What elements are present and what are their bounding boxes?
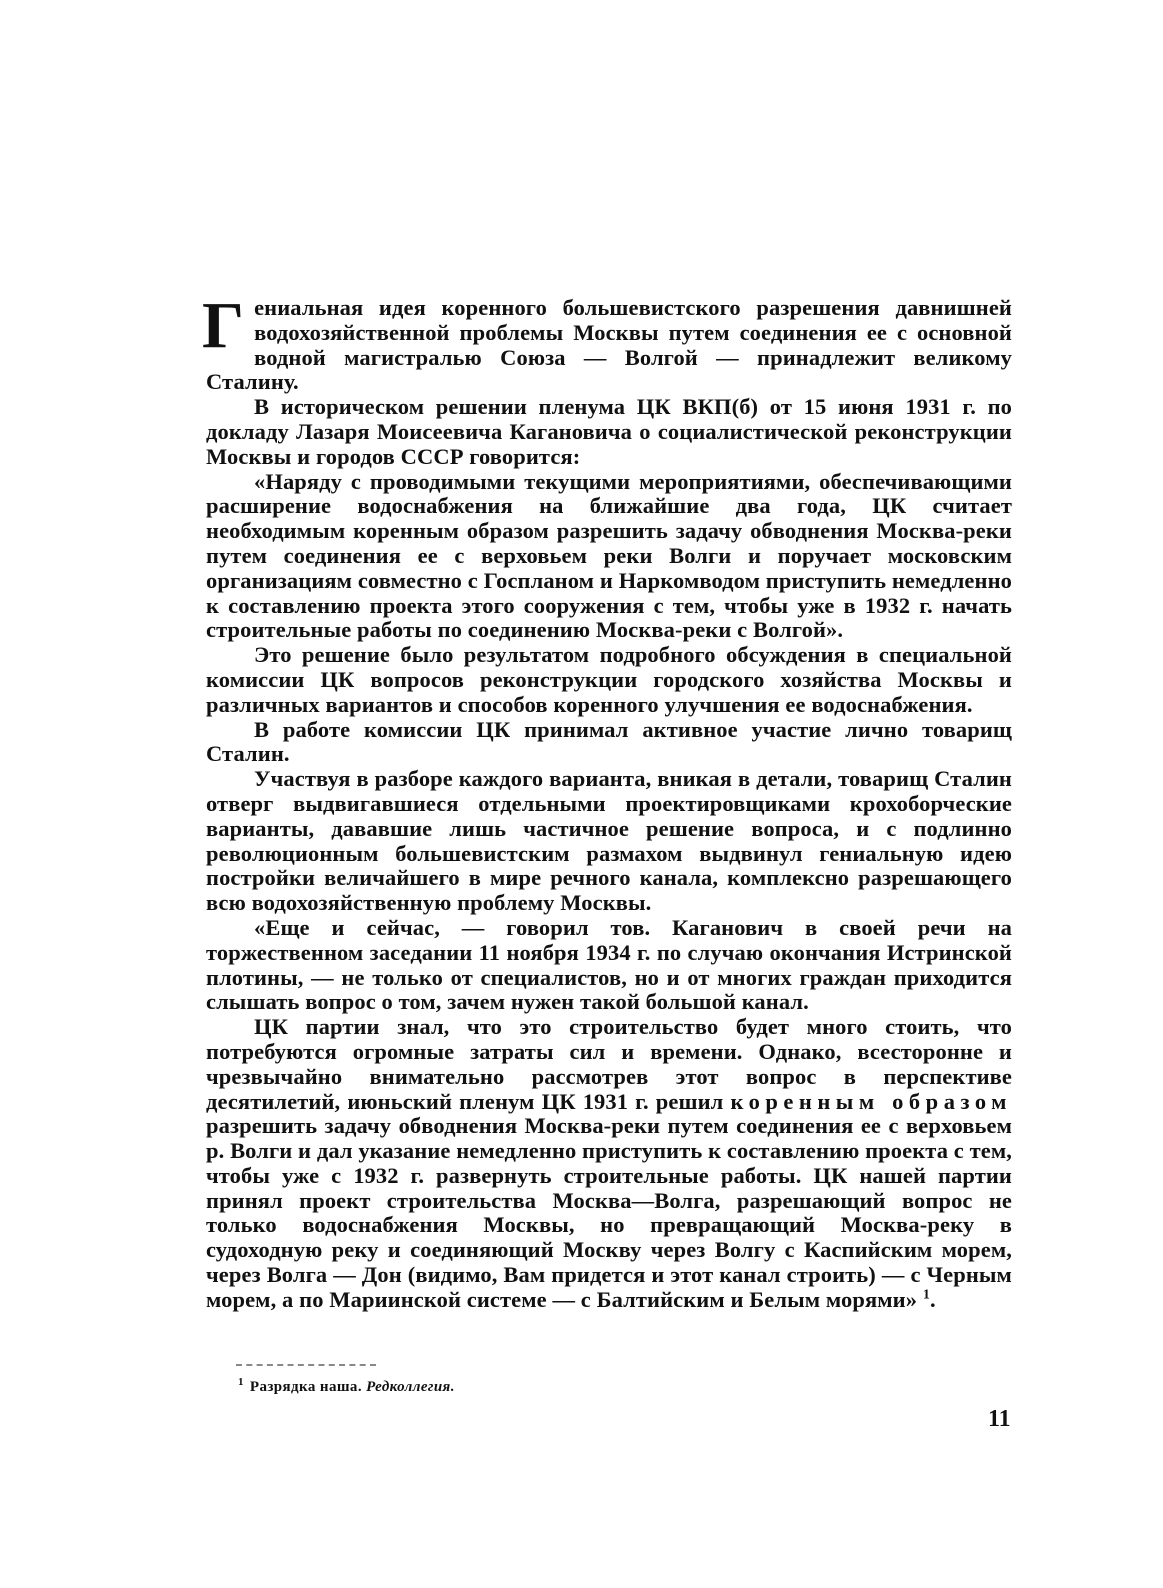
paragraph-7-quote: «Еще и сейчас, — говорил тов. Каганович в своей речи на торжественном заседании 11 ноября 1934 г. по случаю окончания Истринской плотины, — не только от специалистов, но и от многих граждан приходится слышать вопрос о том, зачем нужен такой большой канал.	[206, 914, 1012, 1015]
paragraph-4: Это решение было результатом подробного обсуждения в специальной комиссии ЦК вопросов реконструкции городского хозяйства Москвы и различных вариантов и способов коренного улучшения ее водоснабжения.	[206, 642, 1012, 717]
main-text	[202, 289, 1012, 1313]
spaced-emphasis: коренным образом	[730, 1088, 1012, 1114]
footnote-marker: 1	[238, 1376, 244, 1388]
drop-cap: Г	[202, 289, 245, 362]
paragraph-6: Участвуя в разборе каждого варианта, вникая в детали, товарищ Сталин отверг выдвигавшиеся отдельными проектировщиками крохоборческие варианты, дававшие лишь частичное решение вопроса, и с подлинно революционным большевистским размахом выдвинул гениальную идею постройки величайшего в мире речного канала, комплексно разрешающего всю водохозяйственную проблему Москвы.	[206, 766, 1012, 916]
footnote-separator	[236, 1364, 376, 1366]
paragraph-5: В работе комиссии ЦК принимал активное участие лично товарищ Сталин.	[206, 716, 1012, 767]
paragraph-2: В историческом решении пленума ЦК ВКП(б) от 15 июня 1931 г. по докладу Лазаря Моисеевича Кагановича о социалистической реконструкции Москвы и городов СССР говорится:	[206, 394, 1012, 469]
footnote-attribution: Редколлегия.	[366, 1379, 455, 1395]
paragraph-3-quote: «Наряду с проводимыми текущими мероприятиями, обеспечивающими расширение водоснабжения на ближайшие два года, ЦК считает необходимым коренным образом разрешить задачу обводнения Москва-реки путем соединения ее с верховьем реки Волги и поручает московским организациям совместно с Госпланом и Наркомводом приступить немедленно к составлению проекта этого сооружения с тем, чтобы уже в 1932 г. начать строительные работы по соединению Москва-реки с Волгой».	[206, 468, 1012, 643]
paragraph-8-part-2: разрешить задачу обводнения Москва-реки путем соединения ее с верховьем р. Волги и дал указание немедленно приступить к составлению проекта с тем, чтобы уже с 1932 г. развернуть строительные работы. ЦК нашей партии принял проект строительства Москва—Волга, разрешающий вопрос не только водоснабжения Москвы, но превращающий Москва-реку в судоходную реку и соединяющий Москву через Волгу с Каспийским морем, через Волга — Дон (видимо, Вам придется и этот канал строить) — с Черным морем, а по Мариинской системе — с Балтийским и Белым морями»	[206, 1113, 1012, 1312]
paragraph-8-end: .	[929, 1286, 936, 1312]
footnote	[238, 1376, 455, 1396]
paragraph-8-part-1: ЦК партии знал, что это строительство будет много стоить, что потребуются огромные затраты сил и времени. Однако, всесторонне и чрезвычайно внимательно рассмотрев этот вопрос в перспективе десятилетий, июньский пленум ЦК 1931 г. решил	[206, 1014, 1012, 1114]
paragraph-8	[206, 1015, 1012, 1313]
paragraph-1-text: ениальная идея коренного большевистского разрешения давнишней водохозяйственной проблемы Москвы путем соединения ее с основной водной магистралью Союза — Волгой — принадлежит великому Сталину.	[206, 295, 1012, 395]
footnote-text: Разрядка наша.	[249, 1379, 362, 1395]
page-number: 11	[988, 1406, 1011, 1432]
paragraph-1	[202, 289, 1012, 395]
footnote-reference: 1	[922, 1287, 930, 1303]
